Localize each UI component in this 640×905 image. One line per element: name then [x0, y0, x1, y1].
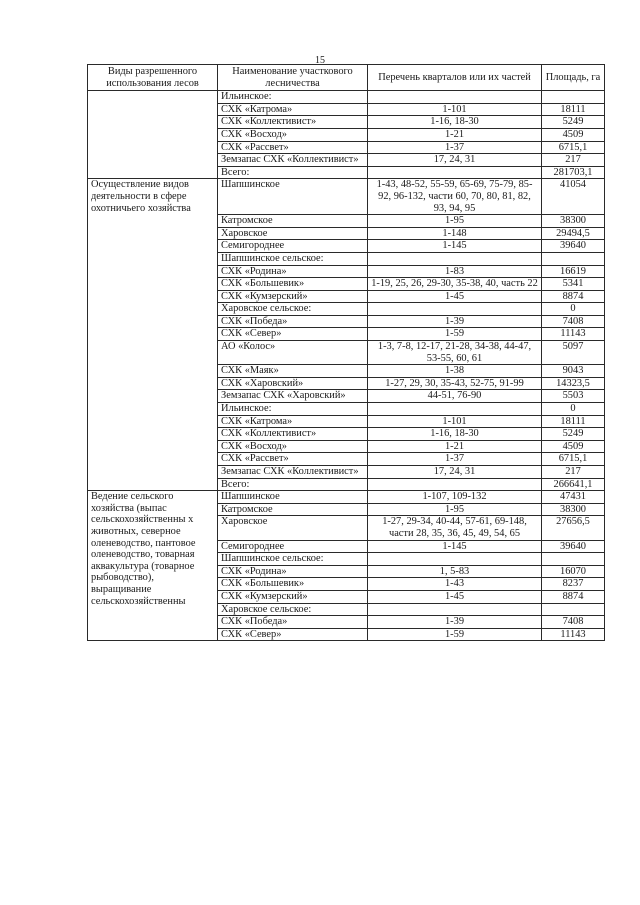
- quarters-cell: 1-27, 29-34, 40-44, 57-61, 69-148, части 28, 35, 36, 45, 49, 54, 65: [368, 516, 542, 540]
- area-cell: 0: [542, 303, 605, 316]
- area-cell: 39640: [542, 240, 605, 253]
- area-cell: 8874: [542, 590, 605, 603]
- area-cell: [542, 91, 605, 104]
- quarters-cell: 1-145: [368, 540, 542, 553]
- district-cell: СХК «Восход»: [218, 128, 368, 141]
- area-cell: 6715,1: [542, 141, 605, 154]
- quarters-cell: 1-39: [368, 315, 542, 328]
- quarters-cell: 1, 5-83: [368, 565, 542, 578]
- quarters-cell: [368, 553, 542, 566]
- district-cell: СХК «Восход»: [218, 440, 368, 453]
- header-district: Наименование участкового лесничества: [218, 65, 368, 91]
- area-cell: 7408: [542, 315, 605, 328]
- district-cell: СХК «Рассвет»: [218, 453, 368, 466]
- area-cell: 41054: [542, 179, 605, 215]
- quarters-cell: 1-21: [368, 440, 542, 453]
- district-cell: Земзапас СХК «Коллективист»: [218, 154, 368, 167]
- area-cell: 5249: [542, 428, 605, 441]
- area-cell: 5503: [542, 390, 605, 403]
- district-cell: СХК «Коллективист»: [218, 428, 368, 441]
- table-row: [88, 91, 605, 104]
- district-cell: Харовское сельское:: [218, 603, 368, 616]
- district-cell: АО «Колос»: [218, 341, 368, 365]
- quarters-cell: [368, 252, 542, 265]
- area-cell: [542, 603, 605, 616]
- quarters-cell: 44-51, 76-90: [368, 390, 542, 403]
- area-cell: 27656,5: [542, 516, 605, 540]
- area-cell: 5249: [542, 116, 605, 129]
- quarters-cell: 1-148: [368, 227, 542, 240]
- quarters-cell: [368, 478, 542, 491]
- district-cell: Земзапас СХК «Коллективист»: [218, 466, 368, 479]
- area-cell: 266641,1: [542, 478, 605, 491]
- district-cell: Шапшинское сельское:: [218, 553, 368, 566]
- district-cell: СХК «Рассвет»: [218, 141, 368, 154]
- area-cell: 18111: [542, 415, 605, 428]
- quarters-cell: 1-45: [368, 590, 542, 603]
- table-row: [88, 491, 605, 504]
- area-cell: 281703,1: [542, 166, 605, 179]
- header-use-type: Виды разрешенного использования лесов: [88, 65, 218, 91]
- area-cell: [542, 252, 605, 265]
- use-type-cell: Ведение сельского хозяйства (выпас сельскохозяйственны х животных, северное оленеводство, пантовое оленеводство, товарная аквакультура (товарное рыбоводство), выращивание сельскохозяйственны: [88, 491, 218, 641]
- quarters-cell: 1-43: [368, 578, 542, 591]
- district-cell: Всего:: [218, 478, 368, 491]
- district-cell: СХК «Катрома»: [218, 103, 368, 116]
- district-cell: Ильинское:: [218, 91, 368, 104]
- district-cell: Шапшинское сельское:: [218, 252, 368, 265]
- area-cell: 16619: [542, 265, 605, 278]
- district-cell: СХК «Север»: [218, 628, 368, 641]
- quarters-cell: [368, 403, 542, 416]
- quarters-cell: 1-95: [368, 503, 542, 516]
- quarters-cell: 1-59: [368, 628, 542, 641]
- area-cell: 7408: [542, 616, 605, 629]
- table-body: [88, 91, 605, 641]
- area-cell: 14323,5: [542, 377, 605, 390]
- district-cell: СХК «Коллективист»: [218, 116, 368, 129]
- header-row: [88, 65, 605, 91]
- district-cell: СХК «Родина»: [218, 265, 368, 278]
- district-cell: Харовское: [218, 227, 368, 240]
- table-row: [88, 179, 605, 215]
- quarters-cell: 1-39: [368, 616, 542, 629]
- area-cell: 4509: [542, 128, 605, 141]
- quarters-cell: 1-107, 109-132: [368, 491, 542, 504]
- district-cell: Ильинское:: [218, 403, 368, 416]
- district-cell: Харовское сельское:: [218, 303, 368, 316]
- area-cell: 8874: [542, 290, 605, 303]
- quarters-cell: 1-45: [368, 290, 542, 303]
- area-cell: [542, 553, 605, 566]
- quarters-cell: 1-21: [368, 128, 542, 141]
- district-cell: СХК «Север»: [218, 328, 368, 341]
- district-cell: Шапшинское: [218, 179, 368, 215]
- area-cell: 38300: [542, 503, 605, 516]
- quarters-cell: 1-145: [368, 240, 542, 253]
- area-cell: 217: [542, 466, 605, 479]
- quarters-cell: [368, 603, 542, 616]
- district-cell: СХК «Большевик»: [218, 578, 368, 591]
- quarters-cell: 1-101: [368, 103, 542, 116]
- district-cell: СХК «Катрома»: [218, 415, 368, 428]
- table-header: [88, 65, 605, 91]
- header-area: Площадь, га: [542, 65, 605, 91]
- quarters-cell: 1-95: [368, 215, 542, 228]
- quarters-cell: 17, 24, 31: [368, 466, 542, 479]
- quarters-cell: 1-3, 7-8, 12-17, 21-28, 34-38, 44-47, 53-55, 60, 61: [368, 341, 542, 365]
- quarters-cell: [368, 91, 542, 104]
- area-cell: 6715,1: [542, 453, 605, 466]
- district-cell: СХК «Победа»: [218, 616, 368, 629]
- area-cell: 11143: [542, 628, 605, 641]
- district-cell: Харовское: [218, 516, 368, 540]
- quarters-cell: [368, 166, 542, 179]
- quarters-cell: 1-19, 25, 26, 29-30, 35-38, 40, часть 22: [368, 278, 542, 291]
- quarters-cell: 17, 24, 31: [368, 154, 542, 167]
- quarters-cell: 1-59: [368, 328, 542, 341]
- district-cell: СХК «Родина»: [218, 565, 368, 578]
- district-cell: Катромское: [218, 215, 368, 228]
- quarters-cell: 1-16, 18-30: [368, 116, 542, 129]
- district-cell: СХК «Победа»: [218, 315, 368, 328]
- area-cell: 5097: [542, 341, 605, 365]
- area-cell: 11143: [542, 328, 605, 341]
- area-cell: 29494,5: [542, 227, 605, 240]
- quarters-cell: [368, 303, 542, 316]
- district-cell: СХК «Харовский»: [218, 377, 368, 390]
- forest-use-table: [87, 64, 605, 641]
- area-cell: 16070: [542, 565, 605, 578]
- area-cell: 39640: [542, 540, 605, 553]
- page-number: 15: [315, 55, 325, 66]
- header-quarters: Перечень кварталов или их частей: [368, 65, 542, 91]
- district-cell: Всего:: [218, 166, 368, 179]
- district-cell: Семигороднее: [218, 240, 368, 253]
- area-cell: 47431: [542, 491, 605, 504]
- use-type-cell: Осуществление видов деятельности в сфере охотничьего хозяйства: [88, 179, 218, 491]
- district-cell: СХК «Маяк»: [218, 365, 368, 378]
- quarters-cell: 1-37: [368, 453, 542, 466]
- quarters-cell: 1-16, 18-30: [368, 428, 542, 441]
- district-cell: Катромское: [218, 503, 368, 516]
- area-cell: 38300: [542, 215, 605, 228]
- area-cell: 0: [542, 403, 605, 416]
- quarters-cell: 1-43, 48-52, 55-59, 65-69, 75-79, 85-92, 96-132, части 60, 70, 80, 81, 82, 93, 94, 95: [368, 179, 542, 215]
- quarters-cell: 1-101: [368, 415, 542, 428]
- quarters-cell: 1-38: [368, 365, 542, 378]
- area-cell: 18111: [542, 103, 605, 116]
- district-cell: СХК «Кумзерский»: [218, 590, 368, 603]
- district-cell: Земзапас СХК «Харовский»: [218, 390, 368, 403]
- quarters-cell: 1-83: [368, 265, 542, 278]
- district-cell: СХК «Большевик»: [218, 278, 368, 291]
- quarters-cell: 1-27, 29, 30, 35-43, 52-75, 91-99: [368, 377, 542, 390]
- area-cell: 5341: [542, 278, 605, 291]
- district-cell: Шапшинское: [218, 491, 368, 504]
- district-cell: СХК «Кумзерский»: [218, 290, 368, 303]
- district-cell: Семигороднее: [218, 540, 368, 553]
- area-cell: 4509: [542, 440, 605, 453]
- area-cell: 217: [542, 154, 605, 167]
- area-cell: 8237: [542, 578, 605, 591]
- area-cell: 9043: [542, 365, 605, 378]
- quarters-cell: 1-37: [368, 141, 542, 154]
- use-type-cell: [88, 91, 218, 179]
